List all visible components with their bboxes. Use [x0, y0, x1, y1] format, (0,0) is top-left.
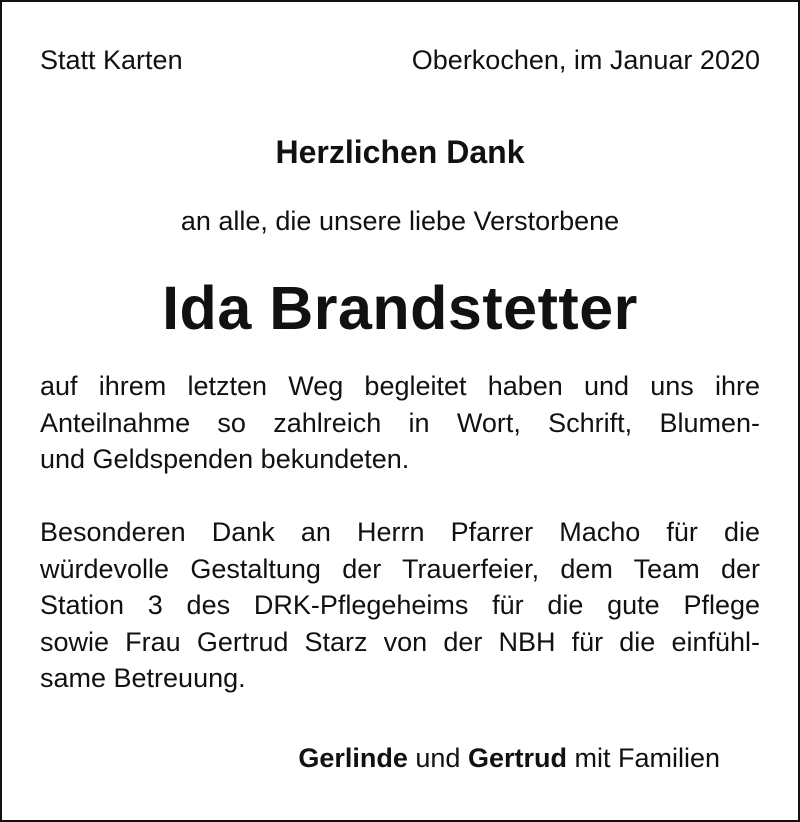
- signature-name-1: Gerlinde: [298, 743, 408, 773]
- intro-text: an alle, die unsere liebe Verstorbene: [180, 206, 620, 236]
- header-row: [40, 43, 760, 77]
- paragraph-line: und Geldspenden bekundeten.: [40, 444, 410, 474]
- paragraph-special-thanks: [40, 514, 760, 697]
- paragraph-line: same Betreuung.: [40, 663, 246, 693]
- paragraph-line: Besonderen Dank an Herrn Pfarrer Macho für die: [40, 517, 760, 547]
- paragraph-line: Station 3 des DRK-Pflegeheims für die gute Pflege: [40, 590, 760, 620]
- deceased-name: Ida Brandstetter: [162, 274, 638, 342]
- paragraph-line: sowie Frau Gertrud Starz von der NBH für die einfühl-: [40, 626, 760, 657]
- paragraph-line: Anteilnahme so zahlreich in Wort, Schrift, Blumen-: [40, 407, 760, 438]
- signature: [298, 740, 720, 776]
- header-left-text: Statt Karten: [40, 45, 183, 75]
- signature-suffix: mit Familien: [574, 743, 720, 773]
- signature-joiner: und: [415, 743, 461, 773]
- paragraph-thanks: [40, 368, 760, 478]
- heading-title: Herzlichen Dank: [275, 134, 525, 170]
- signature-name-2: Gertrud: [467, 743, 567, 773]
- header-place-date: Oberkochen, im Januar 2020: [411, 45, 760, 75]
- paragraph-line: auf ihrem letzten Weg begleitet haben und uns ihre: [40, 371, 760, 401]
- paragraph-line: würdevolle Gestaltung der Trauerfeier, dem Team der: [40, 553, 760, 584]
